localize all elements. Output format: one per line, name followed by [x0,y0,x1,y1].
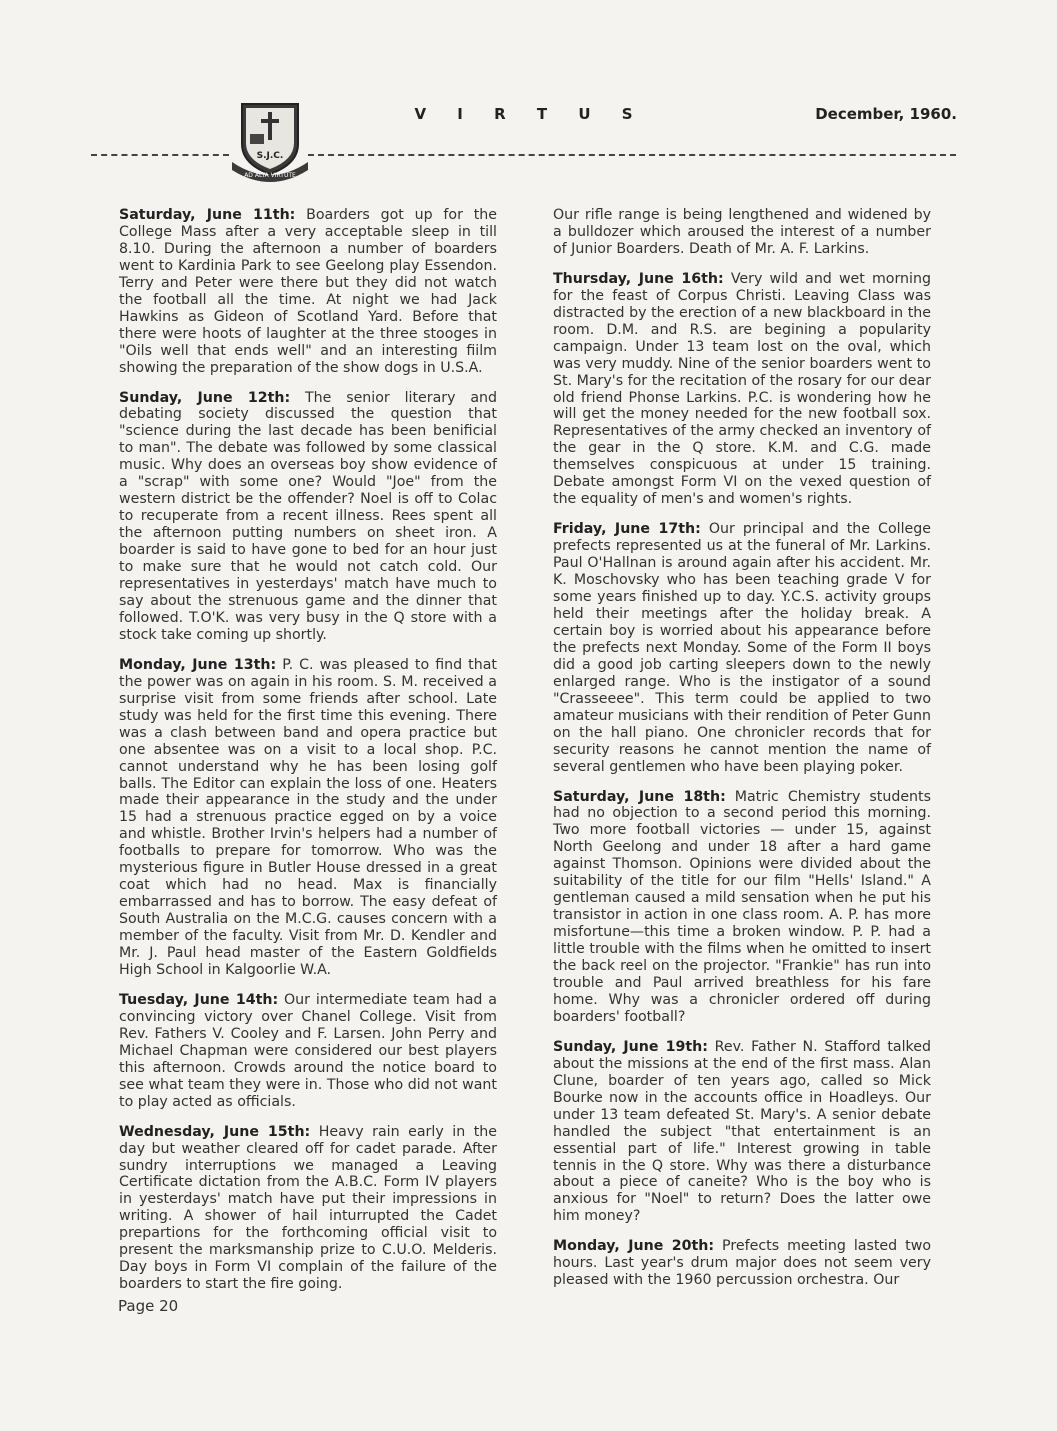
header-rule-left [91,154,229,156]
issue-date: December, 1960. [815,105,957,123]
entry-text: The senior literary and debating society discussed the question that "science during the last decade has been benificial to man". The debate was followed by some classical music. Why does an overseas boy show evidence of a "scrap" with some one? Would "Joe" from the western district be the offender? Noel is off to Colac to recuperate from a recent illness. Rees spent all the afternoon putting numbers on sheet iron. A boarder is said to have gone to bed for an hour just to make sure that he would not catch cold. Our representatives in yesterdays' match have much to say about the strenuous game and the dinner that followed. T.O'K. was very busy in the Q store with a stock take coming up shortly. [119,389,498,643]
college-crest-icon [228,98,312,182]
entry-text: P. C. was pleased to find that the power was on again in his room. S. M. received a surprise visit from some friends after school. Late study was held for the first time this evening. There was a clash between band and opera practice but one absentee was on a visit to a local shop. P.C. cannot understand why he has been losing golf balls. The Editor can explain the loss of one. Heaters made their appearance in the study and the under 15 had a strenuous practice egged on by a voice and whistle. Brother Irvin's helpers had a number of footballs to prepare for tomorrow. Who was the mysterious figure in Butler House dressed in a great coat which had no head. Max is financially embarrassed and has to borrow. The easy defeat of South Australia on the M.C.G. causes concern with a member of the faculty. Visit from Mr. D. Kendler and Mr. J. Paul head master of the Eastern Goldfields High School in Kalgoorlie W.A. [119,656,497,978]
page-header [0,0,1057,180]
diary-entry [553,1238,931,1289]
entry-text: Our rifle range is being lengthened and widened by a bulldozer which aroused the interest of a number of Junior Boarders. Death of Mr. A. F. Larkins. [553,207,931,257]
entry-date: Thursday, June 16th: [553,270,724,287]
entry-date: Saturday, June 11th: [119,207,296,223]
entry-text: Our principal and the College prefects represented us at the funeral of Mr. Larkins. Paul O'Hallnan is around again after his accident. Mr. K. Moschovsky who has been teaching grade V for some years finished up to day. Y.C.S. activity groups held their meetings after the holiday break. A certain boy is worried about his appearance before the prefects next Monday. Some of the Form II boys did a good job carting sleepers down to the newly enlarged range. Who is the instigator of a sound "Crasseeee". This term could be applied to two amateur musicians with their rendition of Peter Gunn on the hall piano. One chronicler records that for security reasons he cannot mention the name of several gentlemen who have been playing poker. [553,521,931,775]
entry-text: Heavy rain early in the day but weather cleared off for cadet parade. After sundry interruptions we managed a Leaving Certificate dictation from the A.B.C. Form IV players in yesterdays' match have put their impressions in writing. A shower of hail inturrupted the Cadet prepartions for the forthcoming official visit to present the marksmanship prize to C.U.O. Melderis. Day boys in Form VI complain of the failure of the boarders to start the fire going. [119,1123,497,1293]
diary-entry [553,521,931,775]
diary-entry [119,657,497,979]
entry-date: Tuesday, June 14th: [119,991,279,1008]
diary-entry [553,789,931,1026]
crest-initials: S.J.C. [256,151,284,161]
diary-entry [119,992,497,1111]
entry-text: Prefects meeting lasted two hours. Last year's drum major does not seem very pleased with the 1960 percussion orchestra. Our [553,1238,932,1289]
left-column [119,207,497,1306]
publication-title: V I R T U S [414,105,646,123]
entry-text: Rev. Father N. Stafford talked about the missions at the end of the first mass. Alan Clune, boarder of ten years ago, called so Mick Bourke now in the accounts office in Hoadleys. Our under 13 team defeated St. Mary's. A senior debate handled the subject "that entertainment is an essential part of life." Interest growing in table tennis in the Q store. Why was there a disturbance about a piece of caneite? Who is the boy who is anxious for "Noel" to return? Does the latter owe him money? [553,1038,931,1225]
diary-entry [553,1039,931,1225]
right-column [553,207,931,1302]
entry-date: Monday, June 13th: [119,656,277,673]
diary-entry-continued [553,207,931,258]
diary-entry [119,1124,497,1294]
entry-text: Boarders got up for the College Mass after a very acceptable sleep in till 8.10. During the afternoon a number of boarders went to Kardinia Park to see Geelong play Essendon. Terry and Peter were there but they did not watch the football all the time. At night we had Jack Hawkins as Gideon of Scotland Yard. Before that there were hoots of laughter at the three stooges in "Oils well that ends well" and an interesting fiilm showing the preparation of the show dogs in U.S.A. [119,207,497,376]
entry-date: Friday, June 17th: [553,521,701,538]
entry-text: Very wild and wet morning for the feast of Corpus Christi. Leaving Class was distracted by the erection of a new blackboard in the room. D.M. and R.S. are begining a popularity campaign. Under 13 team lost on the oval, which was very muddy. Nine of the senior boarders went to St. Mary's for the recitation of the rosary for our dear old friend Phonse Larkins. P.C. is wondering how he will get the money needed for the new football sox. Representatives of the army checked an inventory of the gear in the Q store. K.M. and C.G. made themselves conspicuous at under 15 training. Debate amongst Form VI on the vexed question of the equality of men's and women's rights. [553,270,931,508]
entry-date: Wednesday, June 15th: [119,1123,311,1140]
diary-entry [553,271,931,508]
entry-text: Our intermediate team had a convincing victory over Chanel College. Visit from Rev. Fathers V. Cooley and F. Larsen. John Perry and Michael Chapman were considered our best players this afternoon. Crowds around the notice board to see what team they were in. Those who did not want to play acted as officials. [119,991,497,1110]
entry-date: Sunday, June 12th: [119,389,291,406]
crest-motto: AD ALTA VIRTUTE [244,172,296,179]
entry-date: Sunday, June 19th: [553,1038,708,1055]
header-rule-right [308,154,956,156]
entry-text: Matric Chemistry students had no objection to a second period this morning. Two more football victories — under 15, against North Geelong and under 18 after a hard game against Thomson. Opinions were divided about the suitability of the title for our film "Hells' Island." A gentleman caused a mild sensation when he put his transistor in action in one class room. A. P. has more misfortune—this time a broken window. P. P. had a little trouble with the films when he omitted to insert the back reel on the projector. "Frankie" has run into trouble and Paul arrived breathless for his fare home. Why was a chronicler ordered off during boarders' football? [553,788,932,1025]
diary-entry [119,390,497,644]
entry-date: Saturday, June 18th: [553,788,726,805]
diary-entry [119,207,497,377]
entry-date: Monday, June 20th: [553,1238,715,1255]
page-number: Page 20 [118,1297,179,1315]
